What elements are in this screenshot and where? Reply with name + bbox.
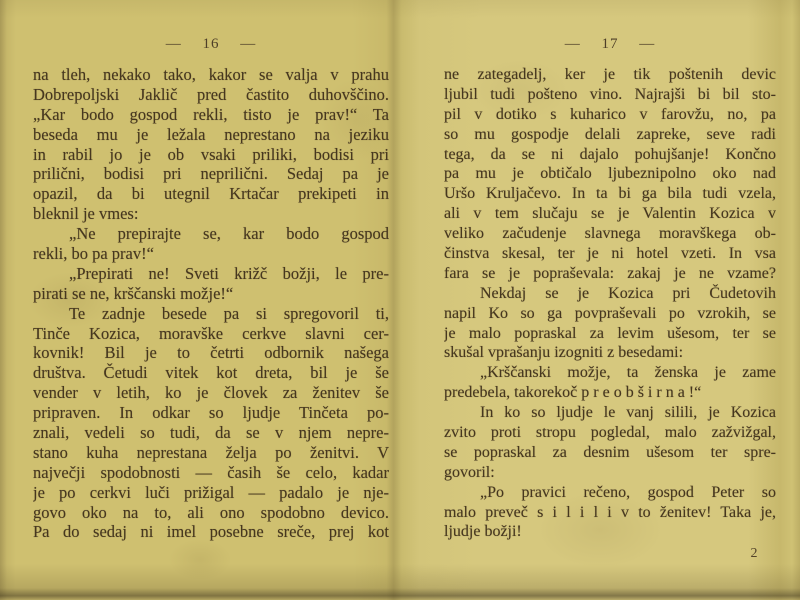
text-line: Nekdaj se je Kozica pri Čudetovih: [480, 284, 776, 302]
text-line: največji spodobnosti — časih še celo, kadar: [33, 462, 389, 482]
text-line: kovnik! Bil je to četrti odbornik našega: [33, 343, 389, 363]
text-line: pil v dotiko s kuharico v farovžu, no, pa: [444, 105, 776, 123]
text-line: ljudje božji!: [444, 523, 522, 541]
text-line: ali v tem slučaju se je Valentin Kozica v: [444, 205, 776, 223]
text-line: fara se je popraševala: zakaj je ne vzame?: [444, 264, 776, 282]
text-line: pripraven. In odkar so ljudje Tinčeta po-: [33, 403, 389, 423]
text-line: in rabil jo je ob vsaki priliki, bodisi pri: [33, 144, 389, 164]
text-line: predebela, takorekoč p r e o b š i r n a !“: [444, 384, 702, 402]
text-line: Pa do sedaj ni imel posebne sreče, prej kot: [33, 522, 389, 542]
text-line: ljubil tudi pošteno vino. Najrajši bi bil sto-: [444, 85, 776, 103]
text-line: vender v letih, ko je človek za ženitev še: [33, 383, 389, 403]
text-line: Dobrepoljski Jaklič pred častito duhovščino.: [33, 84, 389, 104]
text-line: društva. Četudi vitek kot dreta, bil je še: [33, 363, 389, 383]
text-line: „Po pravici rečeno, gospod Peter so: [480, 483, 776, 501]
signature-mark: 2: [750, 546, 758, 561]
page-16-text: [33, 65, 389, 542]
text-line: je po cerkvi luči prižigal — padalo je nje-: [33, 482, 389, 502]
text-line: so mu gospodje delali zapreke, seve radi: [444, 125, 776, 143]
text-line: veliko začudenje slavnega moravškega ob-: [444, 225, 776, 243]
text-line: „Krščanski možje, ta ženska je zame: [480, 364, 776, 382]
text-line: ne zategadelj, ker je tik poštenih devic: [444, 66, 776, 83]
text-line: opazil, da bi utegnil Krtačar prekipeti in: [33, 184, 389, 204]
text-line: govo oko na to, ali ono spodobno devico.: [33, 502, 389, 522]
text-line: bleknil je vmes:: [33, 204, 139, 224]
text-line: Te zadnje besede pa si spregovoril ti,: [69, 303, 389, 323]
text-line: Uršo Kruljačevo. In ta bi ga bila tudi vzela,: [444, 185, 776, 203]
text-line: činstva skesal, ter je ni hotel vzeti. In vsa: [444, 245, 776, 263]
page-17-text: [444, 65, 776, 542]
text-line: beseda mu je ležala neprestano na jeziku: [33, 124, 389, 144]
text-line: se popraskal za desnim ušesom ter spre-: [444, 443, 776, 461]
text-line: pa mu je obtičalo ljubeznipolno oko nad: [444, 165, 776, 183]
text-line: Tinče Kozica, moravške cerkve slavni cer-: [33, 323, 389, 343]
text-line: tega, da se ni dajalo pohujšanje! Končno: [444, 145, 776, 163]
text-line: zvito proti stropu pogledal, malo zažvižgal,: [444, 424, 776, 442]
text-line: „Prepirati ne! Sveti križč božji, le pre-: [69, 263, 389, 283]
text-line: „Kar bodo gospod rekli, tisto je prav!“ Ta: [33, 104, 389, 124]
text-line: In ko so ljudje le vanj silili, je Kozica: [480, 404, 776, 422]
text-line: malo preveč s i l i l i v to ženitev! Taka je,: [444, 503, 776, 521]
text-line: napil Ko so ga povpraševali po vzrokih, se: [444, 304, 776, 322]
text-line: govoril:: [444, 463, 495, 481]
text-line: rekli, bo pa prav!“: [33, 244, 154, 264]
text-line: znali, vedeli so tudi, da se v njem nepre-: [33, 423, 389, 443]
text-line: stano kuha neprestana želja po ženitvi. V: [33, 442, 389, 462]
text-line: je malo popraskal za levim ušesom, ter se: [444, 324, 776, 342]
page-number-right: — 17 —: [564, 36, 656, 52]
page-number-left: — 16 —: [165, 36, 257, 52]
text-line: „Ne prepirajte se, kar bodo gospod: [69, 224, 389, 244]
text-line: prilični, bodisi pri neprilični. Sedaj pa je: [33, 164, 389, 184]
text-line: na tleh, nekako tako, kakor se valja v prahu: [33, 65, 389, 84]
text-line: pirati se ne, krščanski možje!“: [33, 283, 234, 303]
text-line: skušal vprašanju izogniti z besedami:: [444, 344, 684, 362]
